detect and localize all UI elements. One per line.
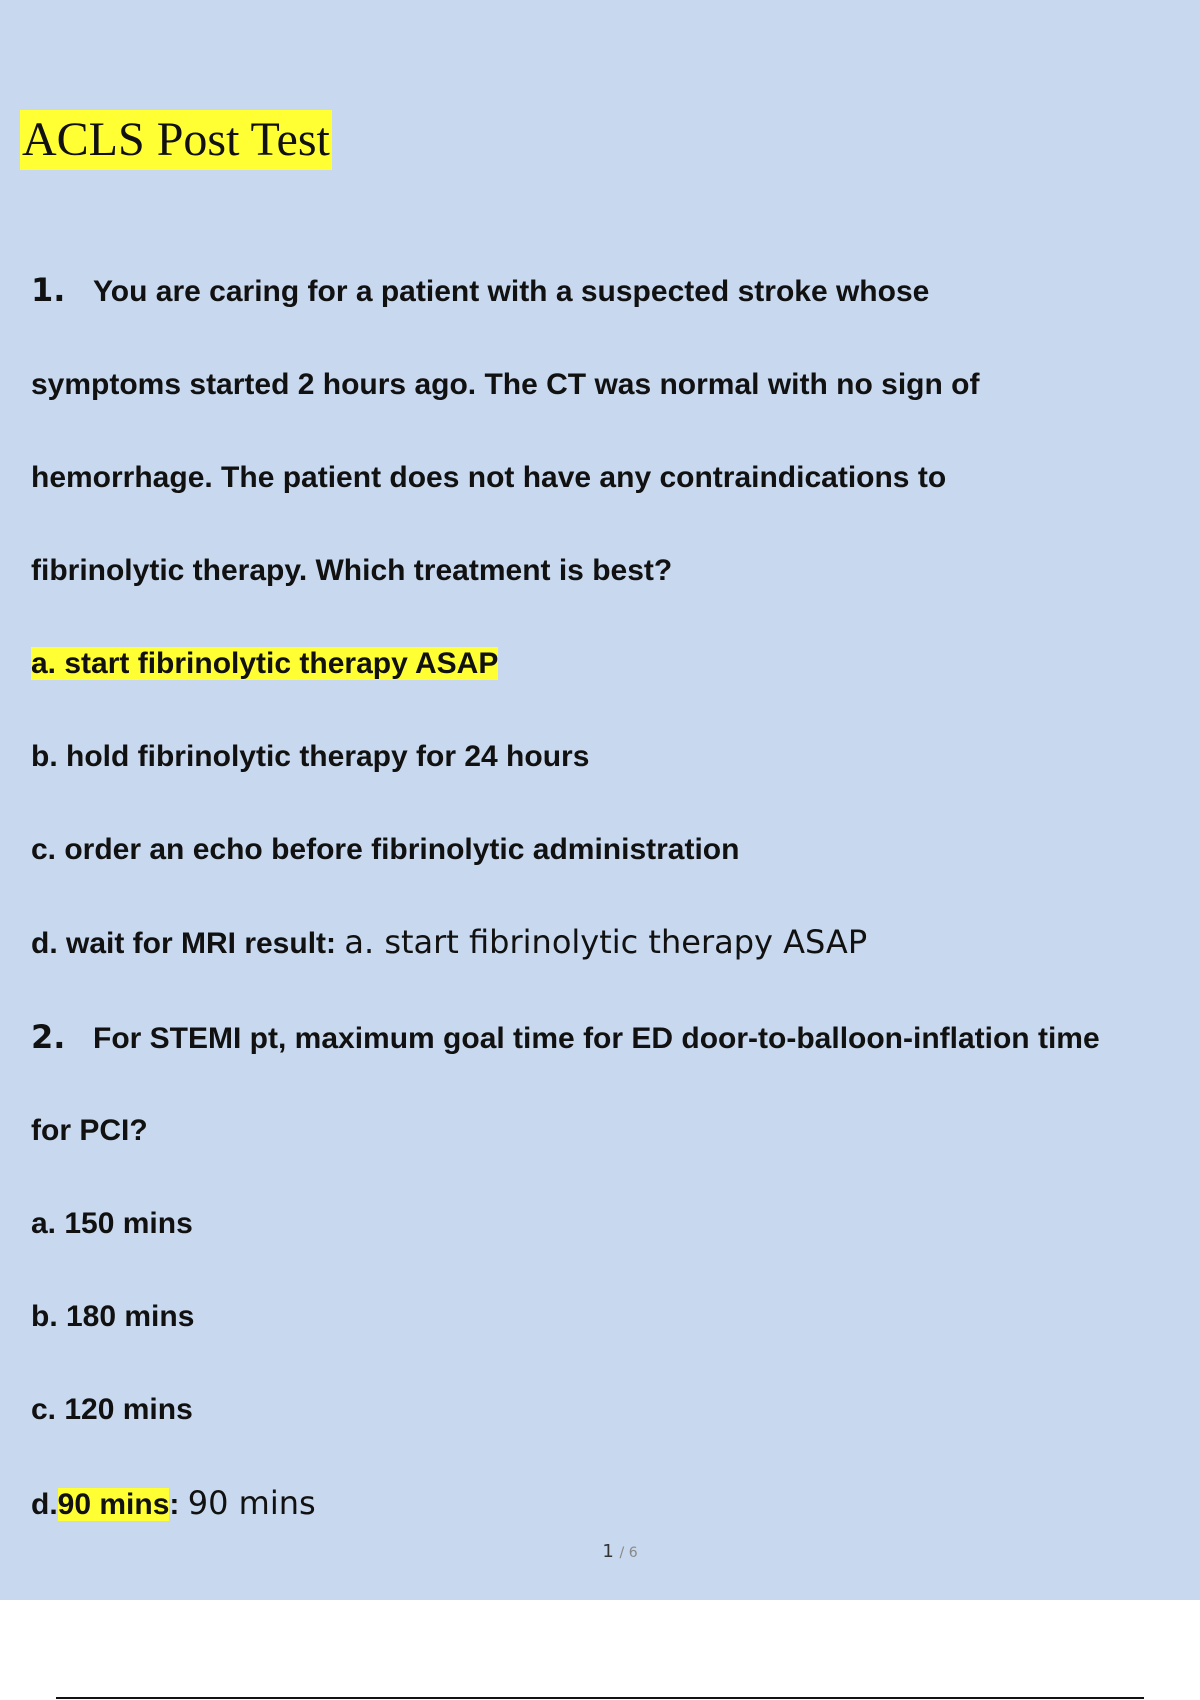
page-indicator xyxy=(0,1541,1200,1562)
question-1-line-1 xyxy=(31,270,929,312)
question-1-number: 1. xyxy=(31,271,66,309)
page-indicator-current: 1 xyxy=(602,1541,614,1562)
question-2-answer: 90 mins xyxy=(187,1484,316,1522)
question-2-text-1: For STEMI pt, maximum goal time for ED door-to-balloon-inflation time xyxy=(93,1022,1100,1055)
page-indicator-total: / 6 xyxy=(619,1545,638,1561)
question-2-option-d-colon: : xyxy=(169,1488,180,1521)
question-2-option-d-prefix: d. xyxy=(31,1488,58,1521)
question-2-number: 2. xyxy=(31,1018,66,1056)
next-page-rule xyxy=(56,1697,1144,1699)
question-2-option-c: c. 120 mins xyxy=(31,1393,193,1426)
question-2-line-2: for PCI? xyxy=(31,1114,148,1147)
question-2-option-d xyxy=(31,1483,316,1525)
question-1-answer: a. start fibrinolytic therapy ASAP xyxy=(344,923,868,961)
question-1-option-c: c. order an echo before fibrinolytic administration xyxy=(31,833,740,866)
question-1-line-3: hemorrhage. The patient does not have any contraindications to xyxy=(31,461,947,494)
question-1-line-2: symptoms started 2 hours ago. The CT was normal with no sign of xyxy=(31,368,980,401)
question-1-option-d-text: d. wait for MRI result: xyxy=(31,927,337,960)
question-1-option-a xyxy=(31,644,498,684)
question-1-option-a-highlighted: a. start fibrinolytic therapy ASAP xyxy=(31,647,499,680)
question-2-option-d-highlighted: 90 mins xyxy=(57,1488,170,1521)
page-title: ACLS Post Test xyxy=(20,110,332,170)
question-1-option-b: b. hold fibrinolytic therapy for 24 hours xyxy=(31,740,590,773)
question-1-option-d xyxy=(31,922,867,964)
question-2-option-a: a. 150 mins xyxy=(31,1207,193,1240)
question-1-line-4: fibrinolytic therapy. Which treatment is best? xyxy=(31,554,673,587)
question-2-option-b: b. 180 mins xyxy=(31,1300,195,1333)
question-1-text-1: You are caring for a patient with a suspected stroke whose xyxy=(93,275,930,308)
question-2-line-1 xyxy=(31,1017,1100,1059)
